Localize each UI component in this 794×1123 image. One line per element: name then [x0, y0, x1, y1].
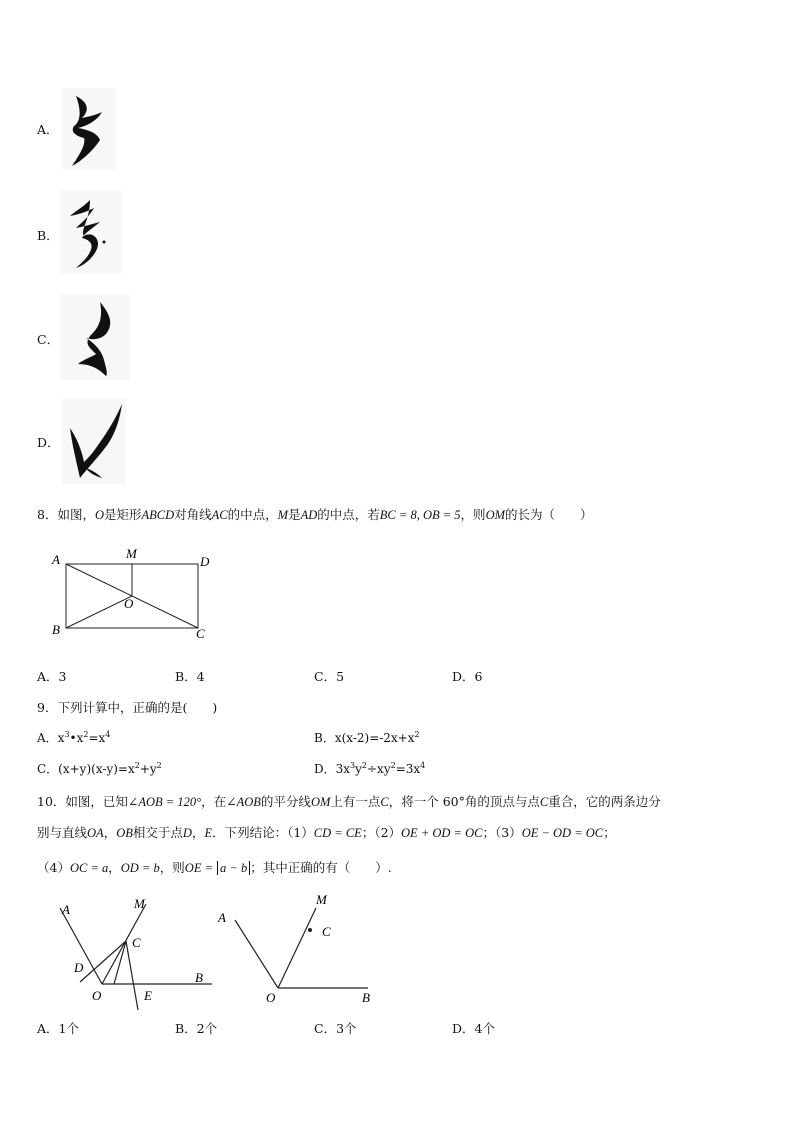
fig2-label-b: B — [362, 990, 370, 1005]
label-m: M — [126, 546, 137, 561]
segment-co — [114, 941, 126, 984]
q10-option-b: B．2个 — [175, 1021, 218, 1036]
question-10-line-1: 10．如图，已知∠AOB = 120°，在∠AOB的平分线OM上有一点C，将一个 60°角的顶点与点C重合，它的两条边分 — [37, 794, 661, 809]
q8-rectangle-figure — [40, 540, 220, 650]
calligraphy-glyph-a — [62, 88, 116, 170]
q7-option-a-label: A． — [37, 122, 59, 137]
q9-option-a: A．$x^3•x^2=x^4$ — [37, 730, 111, 745]
question-10-line-3: （4）OC = a，OD = b，则OE = a − b ；其中正确的有（ ）. — [37, 860, 392, 875]
question-10-line-2: 别与直线OA，OB相交于点D，E．下列结论：（1）CD = CE；（2）OE + OD = OC；（3）OE − OD = OC； — [37, 825, 616, 840]
label-o: O — [124, 596, 134, 611]
q8-option-b: B．4 — [175, 669, 205, 684]
segment-cd — [80, 941, 126, 982]
label-b: B — [52, 622, 60, 637]
question-8-stem: 8．如图，O是矩形ABCD对角线AC的中点，M是AD的中点，若BC = 8, OB = 5，则OM的长为（ ） — [37, 507, 593, 522]
segment-bo — [66, 596, 132, 628]
q8-option-c: C．5 — [314, 669, 345, 684]
q7-option-c-label: C． — [37, 332, 60, 347]
label-c: C — [196, 626, 205, 641]
segment-ce — [126, 941, 138, 1010]
absolute-value: a − b — [217, 861, 250, 875]
fig2-label-a: A — [218, 910, 226, 925]
label-a: A — [52, 552, 60, 567]
fig2-label-c: C — [322, 924, 331, 939]
point-c — [308, 928, 312, 932]
q10-option-a: A．1个 — [37, 1021, 79, 1036]
ray-oa-2 — [235, 920, 278, 988]
ray-om-2 — [278, 908, 316, 988]
q7-option-d-label: D． — [37, 435, 60, 450]
fig1-label-b: B — [195, 970, 203, 985]
fig1-label-c: C — [132, 935, 141, 950]
calligraphy-glyph-d — [62, 398, 126, 484]
q8-option-d: D．6 — [452, 669, 483, 684]
calligraphy-glyph-b — [60, 190, 122, 274]
calligraphy-glyph-c — [60, 294, 130, 380]
q10-option-c: C．3个 — [314, 1021, 357, 1036]
fig1-label-m: M — [134, 896, 145, 911]
label-d: D — [200, 554, 210, 569]
q10-figure-1 — [50, 890, 220, 1015]
fig1-label-a: A — [62, 902, 70, 917]
fig2-label-m: M — [316, 892, 327, 907]
q9-option-c: C．$(x+y)(x-y)=x^2+y^2$ — [37, 761, 162, 776]
q10-option-d: D．4个 — [452, 1021, 495, 1036]
q9-option-b: B．$x(x-2)=-2x+x^2$ — [314, 730, 420, 745]
question-9-stem: 9．下列计算中，正确的是( ) — [37, 700, 218, 715]
fig1-label-e: E — [144, 988, 152, 1003]
q9-option-d: D．$3x^3y^2\div xy^2=3x^4$ — [314, 761, 426, 776]
fig2-label-o: O — [266, 990, 276, 1005]
q7-option-b-label: B． — [37, 228, 59, 243]
q10-figure-2 — [210, 890, 390, 1015]
fig1-label-d: D — [74, 960, 84, 975]
fig1-label-o: O — [92, 988, 102, 1003]
q8-option-a: A．3 — [37, 669, 67, 684]
q8-number: 8．如图， — [37, 507, 95, 522]
